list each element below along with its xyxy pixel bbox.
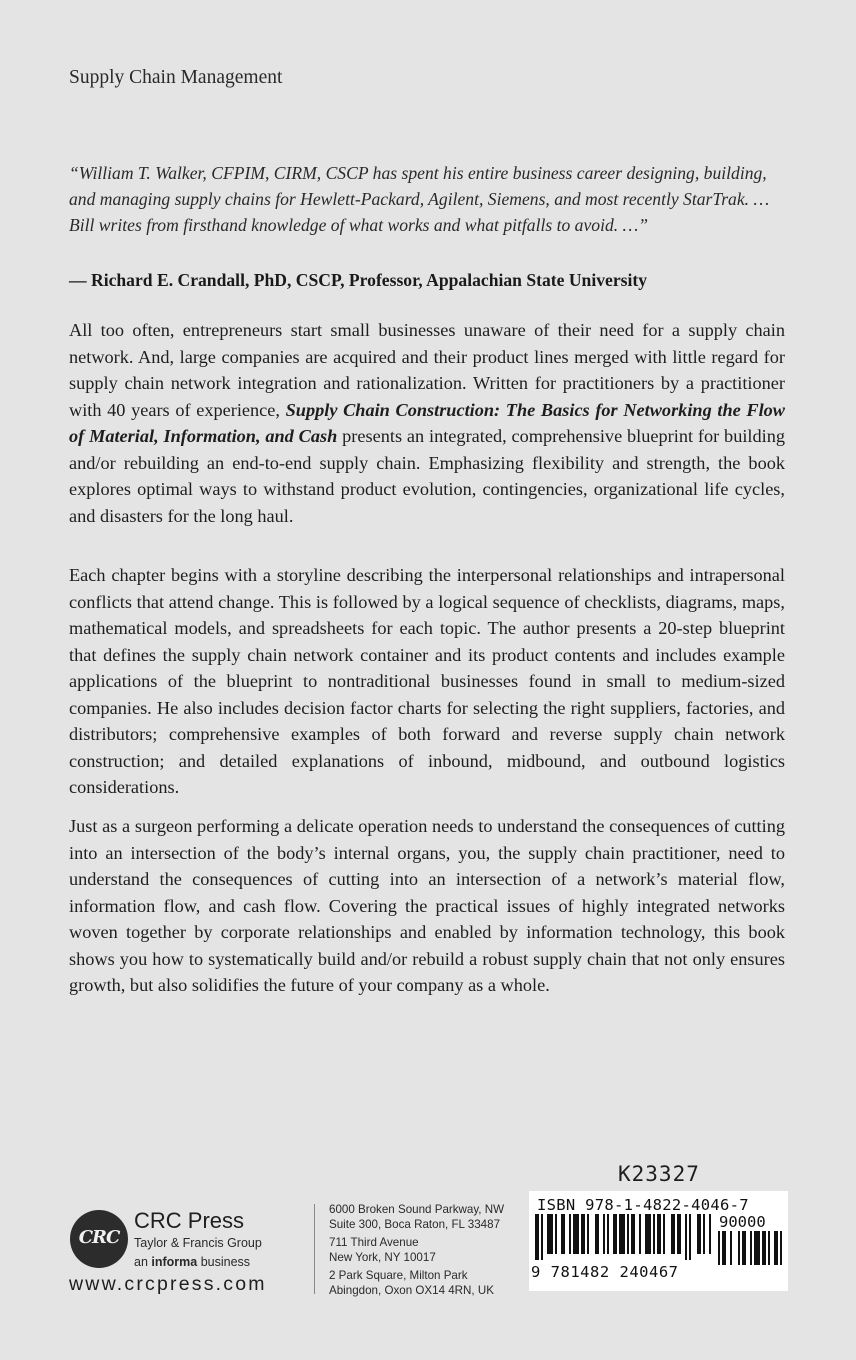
- category-label: Supply Chain Management: [69, 67, 283, 88]
- address-line: New York, NY 10017: [329, 1250, 436, 1264]
- informa-prefix: an: [134, 1255, 152, 1269]
- endorsement-quote: “William T. Walker, CFPIM, CIRM, CSCP has spent his entire business career designing, building, and managing supply chains for Hewlett-Packard, Agilent, Siemens, and most recently StarTrak. … Bill writes from firsthand knowledge of what works and what pitfalls to avoid. …”: [69, 163, 770, 235]
- publisher-name: CRC Press: [134, 1208, 245, 1233]
- book-title: Supply Chain Construction: The Basics for Networking the Flow of Material, Information, and Cash: [69, 399, 785, 446]
- address-line: 6000 Broken Sound Parkway, NW: [329, 1203, 505, 1216]
- endorsement-attribution: — Richard E. Crandall, PhD, CSCP, Professor, Appalachian State University: [69, 270, 648, 290]
- ean-barcode-bars: [535, 1214, 711, 1266]
- address-line: 2 Park Square, Milton Park: [329, 1269, 468, 1283]
- price-code: 90000: [719, 1213, 766, 1231]
- description-paragraph-2: Each chapter begins with a storyline describing the interpersonal relationships and intrapersonal conflicts that attend change. This is followed by a logical sequence of checklists, diagrams, maps, mathematical models, and spreadsheets for each topic. The author presents a 20-step blueprint that defines the supply chain network container and its product contents and includes example applications of the blueprint to nontraditional businesses found in small to medium-sized companies. He also includes decision factor charts for selecting the right suppliers, factories, and distributors; comprehensive examples of both forward and reverse supply chain network construction; and detailed explanations of inbound, midbound, and outbound logistics considerations.: [69, 565, 785, 797]
- addon-barcode-bars: [718, 1231, 782, 1276]
- publisher-informa-line: [134, 1255, 250, 1269]
- description-paragraph-3: Just as a surgeon performing a delicate operation needs to understand the consequences of cutting into an intersection of the body’s internal organs, you, the supply chain practitioner, need to understand the consequences of cutting into an intersection of a network’s material flow, information flow, and cash flow. Covering the practical issues of highly integrated networks woven together by corporate relationships and enabled by information technology, this book shows you how to systematically build and/or rebuild a robust supply chain that not only ensures growth, but also solidifies the future of your company as a whole.: [69, 816, 785, 995]
- footer-divider: [314, 1204, 315, 1294]
- address-line: 711 Third Avenue: [329, 1236, 419, 1250]
- address-line: Abingdon, Oxon OX14 4RN, UK: [329, 1283, 494, 1297]
- address-line: Suite 300, Boca Raton, FL 33487: [329, 1217, 501, 1231]
- isbn-barcode: [529, 1191, 788, 1291]
- informa-suffix: business: [197, 1255, 251, 1269]
- paragraph-text: All too often, entrepreneurs start small businesses unaware of their need for a supply chain network. And, large companies are acquired and their product lines merged with little regard for supply chain network integration and rationalization. Written for practitioners by a practitioner with 40 years of experience,: [69, 320, 785, 420]
- crc-logo-text: CRC: [78, 1227, 120, 1248]
- paragraph-text: presents an integrated, comprehensive blueprint for building and/or rebuilding an end-to-end supply chain. Emphasizing flexibility and strength, the book explores optimal ways to withstand product evolution, contingencies, organizational life cycles, and disasters for the long haul.: [69, 426, 785, 526]
- publisher-group: Taylor & Francis Group: [134, 1236, 262, 1250]
- publisher-website: www.crcpress.com: [69, 1273, 267, 1295]
- catalog-number: K23327: [618, 1162, 700, 1186]
- informa-brand: informa: [151, 1255, 198, 1269]
- isbn-label: ISBN 978-1-4822-4046-7: [537, 1196, 749, 1214]
- publisher-addresses: [329, 1203, 504, 1299]
- description-paragraph-1: [69, 317, 785, 529]
- barcode-digits: 9 781482 240467: [531, 1263, 679, 1281]
